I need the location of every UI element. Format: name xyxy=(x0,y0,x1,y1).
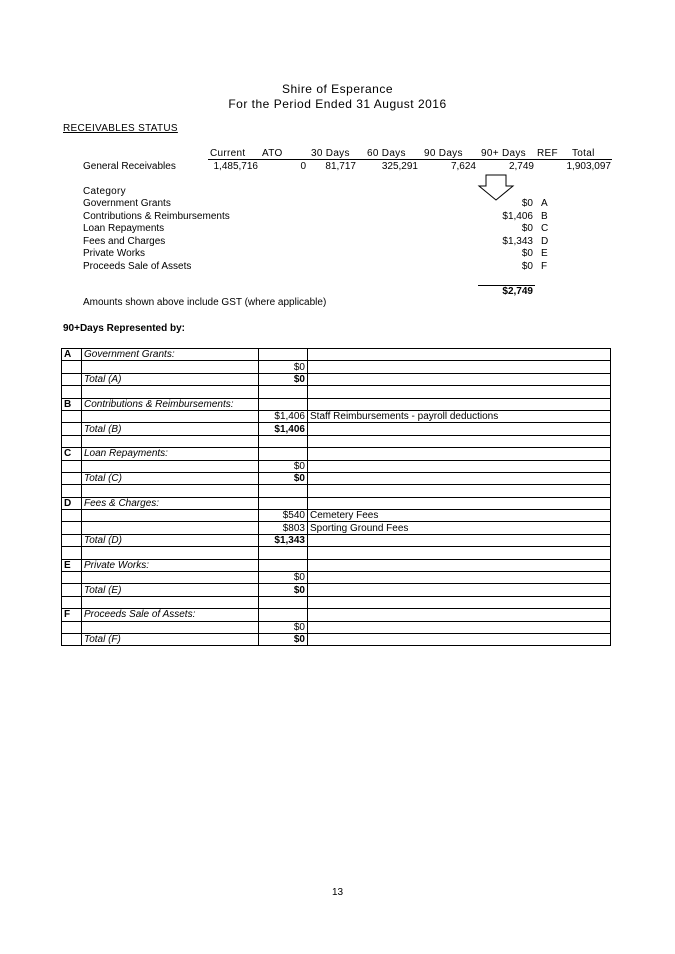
heading-cell-e: Private Works: xyxy=(82,559,259,571)
table-row xyxy=(62,633,611,645)
table-row xyxy=(62,559,611,571)
category-ref-e: E xyxy=(541,248,548,259)
desc-cell: Staff Reimbursements - payroll deductions xyxy=(308,410,611,422)
header-rule xyxy=(208,159,612,160)
table-row xyxy=(62,609,611,621)
col-header-60-days: 60 Days xyxy=(367,148,406,159)
ref-cell-d: D xyxy=(62,497,82,509)
amount-cell: $0 xyxy=(259,460,308,472)
category-ref-a: A xyxy=(541,198,548,209)
total-label-e: Total (E) xyxy=(82,584,259,596)
spacer-row xyxy=(62,485,611,497)
heading-cell-f: Proceeds Sale of Assets: xyxy=(82,609,259,621)
desc-cell: Sporting Ground Fees xyxy=(308,522,611,534)
col-header-ato: ATO xyxy=(262,148,283,159)
col-header-90plus-days: 90+ Days xyxy=(481,148,526,159)
90plus-days-value: 2,749 xyxy=(508,161,534,172)
col-header-30-days: 30 Days xyxy=(311,148,350,159)
category-value-c: $0 xyxy=(521,223,533,234)
heading-cell-b: Contributions & Reimbursements: xyxy=(82,398,259,410)
gst-note: Amounts shown above include GST (where applicable) xyxy=(83,297,327,308)
total-value-d: $1,343 xyxy=(259,534,308,546)
col-header-ref: REF xyxy=(537,148,558,159)
heading-cell-a: Government Grants: xyxy=(82,349,259,361)
col-header-total: Total xyxy=(572,148,595,159)
breakdown-table xyxy=(61,348,611,646)
category-value-a: $0 xyxy=(521,198,533,209)
category-value-b: $1,406 xyxy=(502,211,533,222)
table-row xyxy=(62,572,611,584)
table-row xyxy=(62,472,611,484)
amount-cell: $540 xyxy=(259,510,308,522)
category-label-f: Proceeds Sale of Assets xyxy=(83,261,192,272)
table-row xyxy=(62,423,611,435)
amount-cell: $803 xyxy=(259,522,308,534)
total-value-c: $0 xyxy=(259,472,308,484)
total-value-f: $0 xyxy=(259,633,308,645)
category-label-d: Fees and Charges xyxy=(83,236,166,247)
heading-cell-d: Fees & Charges: xyxy=(82,497,259,509)
60-days-value: 325,291 xyxy=(381,161,418,172)
ref-cell-c: C xyxy=(62,448,82,460)
total-label-f: Total (F) xyxy=(82,633,259,645)
total-value-e: $0 xyxy=(259,584,308,596)
category-heading: Category xyxy=(83,186,126,197)
page-number: 13 xyxy=(331,887,344,898)
amount-cell: $0 xyxy=(259,572,308,584)
general-receivables-label: General Receivables xyxy=(83,161,176,172)
category-total: $2,749 xyxy=(502,286,533,297)
table-row xyxy=(62,460,611,472)
table-row xyxy=(62,410,611,422)
amount-cell: $1,406 xyxy=(259,410,308,422)
ato-value: 0 xyxy=(300,161,306,172)
table-row xyxy=(62,584,611,596)
table-row xyxy=(62,361,611,373)
table-row xyxy=(62,497,611,509)
desc-cell xyxy=(308,621,611,633)
ref-cell-a: A xyxy=(62,349,82,361)
ref-cell-f: F xyxy=(62,609,82,621)
amount-cell: $0 xyxy=(259,621,308,633)
total-label-d: Total (D) xyxy=(82,534,259,546)
table-row xyxy=(62,522,611,534)
desc-cell xyxy=(308,460,611,472)
col-header-90-days: 90 Days xyxy=(424,148,463,159)
total-value-a: $0 xyxy=(259,373,308,385)
current-value: 1,485,716 xyxy=(213,161,258,172)
category-label-b: Contributions & Reimbursements xyxy=(83,211,230,222)
30-days-value: 81,717 xyxy=(325,161,356,172)
category-label-e: Private Works xyxy=(83,248,146,259)
category-value-d: $1,343 xyxy=(502,236,533,247)
table-row xyxy=(62,398,611,410)
category-ref-f: F xyxy=(541,261,548,272)
section-heading: RECEIVABLES STATUS xyxy=(63,123,178,134)
category-ref-c: C xyxy=(541,223,549,234)
amount-cell: $0 xyxy=(259,361,308,373)
report-title: Shire of Esperance xyxy=(281,82,394,96)
total-label-a: Total (A) xyxy=(82,373,259,385)
spacer-row xyxy=(62,547,611,559)
total-label-b: Total (B) xyxy=(82,423,259,435)
spacer-row xyxy=(62,596,611,608)
represented-by-heading: 90+Days Represented by: xyxy=(63,323,186,334)
category-ref-b: B xyxy=(541,211,548,222)
category-label-c: Loan Repayments xyxy=(83,223,165,234)
table-row xyxy=(62,534,611,546)
desc-cell xyxy=(308,572,611,584)
total-value-b: $1,406 xyxy=(259,423,308,435)
col-header-current: Current xyxy=(210,148,246,159)
90-days-value: 7,624 xyxy=(450,161,476,172)
table-row xyxy=(62,349,611,361)
total-value: 1,903,097 xyxy=(566,161,611,172)
desc-cell: Cemetery Fees xyxy=(308,510,611,522)
desc-cell xyxy=(308,361,611,373)
table-row xyxy=(62,448,611,460)
total-label-c: Total (C) xyxy=(82,472,259,484)
report-subtitle: For the Period Ended 31 August 2016 xyxy=(228,97,447,111)
spacer-row xyxy=(62,386,611,398)
ref-cell-b: B xyxy=(62,398,82,410)
ref-cell-e: E xyxy=(62,559,82,571)
table-row xyxy=(62,510,611,522)
category-value-e: $0 xyxy=(521,248,533,259)
category-label-a: Government Grants xyxy=(83,198,171,209)
category-ref-d: D xyxy=(541,236,549,247)
table-row xyxy=(62,373,611,385)
spacer-row xyxy=(62,435,611,447)
heading-cell-c: Loan Repayments: xyxy=(82,448,259,460)
table-row xyxy=(62,621,611,633)
category-value-f: $0 xyxy=(521,261,533,272)
